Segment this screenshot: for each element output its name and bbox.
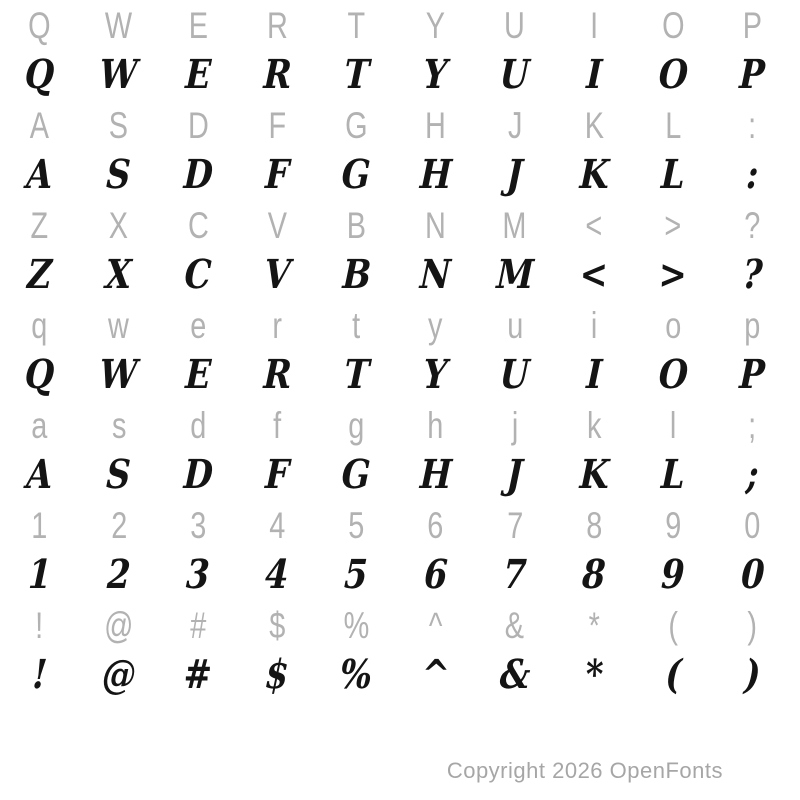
script-glyph: S [105, 151, 132, 198]
glyph-cell [713, 500, 792, 550]
script-glyph: M [495, 251, 535, 298]
reference-glyph: P [742, 4, 763, 46]
glyph-cell [238, 400, 317, 450]
glyph-cell [634, 0, 713, 50]
glyph-row-reference [0, 500, 792, 550]
glyph-cell [238, 250, 317, 300]
script-glyph: A [25, 451, 54, 498]
glyph-cell [713, 200, 792, 250]
glyph-cell [158, 300, 237, 350]
glyph-cell [713, 0, 792, 50]
glyph-cell [158, 50, 237, 100]
reference-glyph: l [670, 404, 677, 446]
reference-glyph: o [665, 304, 682, 346]
reference-glyph: % [343, 604, 370, 646]
glyph-cell [475, 500, 554, 550]
glyph-row-script [0, 450, 792, 500]
reference-glyph: W [105, 4, 133, 46]
glyph-cell [238, 100, 317, 150]
script-glyph: 9 [660, 551, 686, 598]
script-glyph: E [184, 51, 212, 98]
script-glyph: W [98, 51, 139, 98]
glyph-cell [0, 0, 79, 50]
glyph-cell [475, 150, 554, 200]
glyph-cell [634, 600, 713, 650]
reference-glyph: X [109, 204, 129, 246]
reference-glyph: ! [35, 604, 44, 646]
glyph-cell [317, 600, 396, 650]
reference-glyph: U [504, 4, 526, 46]
glyph-row-script [0, 50, 792, 100]
glyph-cell [238, 500, 317, 550]
reference-glyph: ? [744, 204, 761, 246]
reference-glyph: 7 [506, 504, 523, 546]
reference-glyph: & [505, 604, 525, 646]
script-glyph: 5 [343, 551, 370, 598]
reference-glyph: K [584, 104, 604, 146]
glyph-cell [396, 350, 475, 400]
glyph-cell [634, 550, 713, 600]
glyph-row-script [0, 350, 792, 400]
glyph-cell [0, 500, 79, 550]
glyph-cell [158, 150, 237, 200]
script-glyph: A [25, 151, 54, 198]
reference-glyph: C [187, 204, 209, 246]
glyph-cell [79, 50, 158, 100]
reference-glyph: G [345, 104, 368, 146]
glyph-cell [554, 200, 633, 250]
glyph-cell [238, 550, 317, 600]
glyph-cell [475, 400, 554, 450]
glyph-cell [0, 200, 79, 250]
script-glyph: N [419, 251, 453, 298]
glyph-cell [0, 350, 79, 400]
reference-glyph: @ [104, 604, 134, 646]
glyph-cell [554, 350, 633, 400]
script-glyph: I [585, 51, 603, 98]
glyph-cell [158, 100, 237, 150]
glyph-cell [158, 450, 237, 500]
glyph-cell [317, 500, 396, 550]
script-glyph: ! [31, 651, 49, 698]
glyph-cell [554, 600, 633, 650]
glyph-cell [396, 0, 475, 50]
glyph-cell [0, 450, 79, 500]
script-glyph: H [418, 451, 453, 498]
script-glyph: G [341, 451, 372, 498]
glyph-row-reference [0, 100, 792, 150]
script-glyph: K [578, 151, 610, 198]
reference-glyph: q [31, 304, 48, 346]
script-glyph: R [262, 351, 293, 398]
reference-glyph: 4 [269, 504, 286, 546]
script-glyph: U [499, 51, 531, 98]
glyph-cell [634, 400, 713, 450]
script-glyph: T [342, 351, 370, 398]
reference-glyph: J [507, 104, 523, 146]
script-glyph: 6 [422, 551, 449, 598]
reference-glyph: u [506, 304, 523, 346]
glyph-cell [79, 200, 158, 250]
script-glyph: $ [264, 651, 290, 698]
script-glyph: < [578, 251, 610, 298]
glyph-cell [475, 250, 554, 300]
reference-glyph: Y [425, 4, 446, 46]
reference-glyph: < [585, 204, 603, 246]
glyph-cell [79, 600, 158, 650]
script-glyph: E [184, 351, 212, 398]
glyph-cell [158, 550, 237, 600]
glyph-row-script [0, 150, 792, 200]
glyph-row-script [0, 550, 792, 600]
glyph-cell [713, 450, 792, 500]
script-glyph: O [657, 351, 689, 398]
glyph-cell [79, 250, 158, 300]
glyph-cell [475, 450, 554, 500]
reference-glyph: s [111, 404, 127, 446]
reference-glyph: * [588, 604, 600, 646]
glyph-cell [713, 600, 792, 650]
glyph-cell [158, 0, 237, 50]
reference-glyph: B [346, 204, 367, 246]
glyph-cell [0, 250, 79, 300]
glyph-cell [554, 0, 633, 50]
reference-glyph: i [590, 304, 598, 346]
reference-glyph: f [273, 404, 282, 446]
script-glyph: 2 [106, 551, 132, 598]
glyph-cell [79, 650, 158, 700]
reference-glyph: ^ [428, 604, 443, 646]
script-glyph: ; [745, 451, 760, 498]
reference-glyph: L [665, 104, 682, 146]
script-glyph: X [104, 251, 133, 298]
glyph-cell [79, 450, 158, 500]
glyph-cell [158, 500, 237, 550]
script-glyph: > [658, 251, 689, 298]
script-glyph: ( [664, 651, 683, 698]
glyph-cell [79, 0, 158, 50]
script-glyph: L [660, 151, 687, 198]
glyph-cell [0, 400, 79, 450]
glyph-cell [317, 150, 396, 200]
glyph-row-reference [0, 200, 792, 250]
glyph-row-reference [0, 300, 792, 350]
glyph-row-script [0, 650, 792, 700]
reference-glyph: 8 [585, 504, 603, 546]
script-glyph: R [262, 51, 293, 98]
glyph-cell [238, 300, 317, 350]
glyph-cell [79, 100, 158, 150]
reference-glyph: > [664, 204, 682, 246]
glyph-cell [396, 200, 475, 250]
glyph-cell [396, 550, 475, 600]
script-glyph: Y [422, 351, 449, 398]
reference-glyph: 1 [31, 504, 48, 546]
glyph-cell [554, 450, 633, 500]
glyph-cell [158, 250, 237, 300]
reference-glyph: : [748, 104, 757, 146]
reference-glyph: Q [28, 4, 51, 46]
glyph-cell [79, 550, 158, 600]
glyph-cell [238, 200, 317, 250]
script-glyph: K [578, 451, 610, 498]
glyph-cell [475, 600, 554, 650]
glyph-cell [634, 650, 713, 700]
glyph-cell [396, 450, 475, 500]
reference-glyph: $ [269, 604, 286, 646]
glyph-cell [396, 600, 475, 650]
script-glyph: D [182, 451, 214, 498]
script-glyph: G [341, 151, 372, 198]
script-glyph: 8 [581, 551, 607, 598]
reference-glyph: O [661, 4, 685, 46]
glyph-cell [554, 500, 633, 550]
script-glyph: 3 [185, 551, 211, 598]
script-glyph: L [660, 451, 687, 498]
glyph-cell [554, 300, 633, 350]
glyph-row-reference [0, 400, 792, 450]
reference-glyph: h [427, 404, 444, 446]
glyph-cell [713, 400, 792, 450]
glyph-cell [475, 200, 554, 250]
glyph-cell [713, 550, 792, 600]
reference-glyph: 9 [665, 504, 682, 546]
reference-glyph: d [189, 404, 207, 446]
glyph-cell [238, 50, 317, 100]
script-glyph: ? [741, 251, 764, 298]
glyph-cell [317, 250, 396, 300]
glyph-cell [634, 300, 713, 350]
glyph-cell [554, 550, 633, 600]
glyph-cell [317, 350, 396, 400]
script-glyph: 1 [26, 551, 53, 598]
glyph-cell [396, 150, 475, 200]
script-glyph: B [341, 251, 372, 298]
reference-glyph: T [347, 4, 366, 46]
glyph-row-reference [0, 0, 792, 50]
script-glyph: C [183, 251, 213, 298]
glyph-cell [0, 300, 79, 350]
glyph-cell [79, 350, 158, 400]
glyph-cell [0, 650, 79, 700]
glyph-cell [554, 400, 633, 450]
reference-glyph: D [187, 104, 209, 146]
reference-glyph: ) [747, 604, 758, 646]
glyph-cell [634, 500, 713, 550]
glyph-cell [475, 300, 554, 350]
glyph-cell [238, 450, 317, 500]
glyph-cell [158, 600, 237, 650]
reference-glyph: t [352, 304, 361, 346]
script-glyph: I [585, 351, 603, 398]
reference-glyph: 3 [189, 504, 207, 546]
reference-glyph: 0 [744, 504, 761, 546]
glyph-cell [475, 50, 554, 100]
reference-glyph: I [590, 4, 599, 46]
script-glyph: 0 [739, 551, 766, 598]
glyph-cell [238, 600, 317, 650]
script-glyph: Z [26, 251, 53, 298]
reference-glyph: 5 [348, 504, 365, 546]
script-glyph: ^ [420, 651, 451, 698]
script-glyph: : [745, 151, 760, 198]
glyph-cell [317, 50, 396, 100]
script-glyph: * [584, 651, 604, 698]
script-glyph: D [182, 151, 214, 198]
glyph-cell [317, 650, 396, 700]
script-glyph: U [499, 351, 531, 398]
glyph-cell [317, 400, 396, 450]
reference-glyph: M [502, 204, 527, 246]
glyph-cell [238, 150, 317, 200]
glyph-cell [317, 200, 396, 250]
script-glyph: J [505, 451, 524, 498]
glyph-row-script [0, 250, 792, 300]
script-glyph: H [418, 151, 453, 198]
script-glyph: S [105, 451, 132, 498]
glyph-row-reference [0, 600, 792, 650]
glyph-cell [396, 250, 475, 300]
script-glyph: Q [23, 351, 56, 398]
glyph-cell [554, 250, 633, 300]
glyph-cell [79, 300, 158, 350]
glyph-cell [634, 200, 713, 250]
script-glyph: @ [100, 651, 137, 698]
reference-glyph: 6 [427, 504, 444, 546]
reference-glyph: R [266, 4, 288, 46]
glyph-cell [158, 200, 237, 250]
glyph-cell [475, 100, 554, 150]
glyph-cell [396, 500, 475, 550]
reference-glyph: A [29, 104, 50, 146]
script-glyph: Y [422, 51, 449, 98]
glyph-cell [158, 400, 237, 450]
glyph-cell [554, 650, 633, 700]
glyph-cell [238, 650, 317, 700]
script-glyph: ) [743, 651, 762, 698]
glyph-cell [396, 650, 475, 700]
glyph-cell [238, 0, 317, 50]
reference-glyph: S [109, 104, 129, 146]
glyph-cell [713, 300, 792, 350]
script-glyph: W [98, 351, 139, 398]
glyph-cell [554, 150, 633, 200]
glyph-cell [396, 100, 475, 150]
glyph-cell [0, 600, 79, 650]
glyph-cell [713, 250, 792, 300]
glyph-cell [396, 50, 475, 100]
reference-glyph: 2 [110, 504, 127, 546]
glyph-cell [475, 650, 554, 700]
script-glyph: P [738, 351, 767, 398]
reference-glyph: V [267, 204, 287, 246]
glyph-cell [238, 350, 317, 400]
glyph-cell [713, 650, 792, 700]
glyph-cell [317, 300, 396, 350]
reference-glyph: p [744, 304, 761, 346]
reference-glyph: ; [748, 404, 757, 446]
glyph-cell [634, 150, 713, 200]
script-glyph: P [738, 51, 767, 98]
glyph-cell [634, 50, 713, 100]
glyph-cell [554, 100, 633, 150]
glyph-cell [634, 100, 713, 150]
glyph-cell [0, 100, 79, 150]
glyph-cell [79, 150, 158, 200]
glyph-cell [475, 550, 554, 600]
glyph-cell [317, 450, 396, 500]
glyph-cell [0, 150, 79, 200]
script-glyph: F [264, 451, 291, 498]
footer-copyright: Copyright 2026 OpenFonts [446, 758, 723, 783]
reference-glyph: ( [668, 604, 679, 646]
reference-glyph: k [586, 404, 602, 446]
script-glyph: 4 [264, 551, 290, 598]
script-glyph: # [182, 651, 214, 698]
glyph-cell [475, 350, 554, 400]
glyph-cell [0, 50, 79, 100]
glyph-cell [713, 50, 792, 100]
glyph-cell [713, 100, 792, 150]
script-glyph: J [505, 151, 524, 198]
reference-glyph: y [428, 304, 443, 346]
reference-glyph: g [348, 404, 365, 446]
glyph-cell [634, 350, 713, 400]
reference-glyph: e [189, 304, 207, 346]
script-glyph: T [342, 51, 370, 98]
glyph-cell [554, 50, 633, 100]
reference-glyph: w [108, 304, 130, 346]
reference-glyph: j [511, 404, 519, 446]
glyph-cell [0, 550, 79, 600]
glyph-cell [634, 250, 713, 300]
glyph-cell [713, 350, 792, 400]
glyph-cell [79, 500, 158, 550]
glyph-cell [317, 0, 396, 50]
script-glyph: 7 [502, 551, 528, 598]
glyph-cell [396, 400, 475, 450]
reference-glyph: N [425, 204, 447, 246]
reference-glyph: # [189, 604, 207, 646]
script-glyph: V [263, 251, 292, 298]
script-glyph: O [657, 51, 689, 98]
reference-glyph: Z [30, 204, 49, 246]
glyph-cell [713, 150, 792, 200]
glyph-cell [475, 0, 554, 50]
reference-glyph: H [425, 104, 447, 146]
reference-glyph: r [272, 304, 283, 346]
reference-glyph: a [31, 404, 48, 446]
glyph-cell [158, 350, 237, 400]
glyph-cell [634, 450, 713, 500]
glyph-cell [158, 650, 237, 700]
glyph-cell [317, 550, 396, 600]
glyph-cell [317, 100, 396, 150]
script-glyph: F [264, 151, 291, 198]
script-glyph: Q [23, 51, 56, 98]
glyph-cell [79, 400, 158, 450]
script-glyph: & [498, 651, 532, 698]
reference-glyph: E [188, 4, 208, 46]
glyph-cell [396, 300, 475, 350]
script-glyph: % [339, 651, 374, 698]
reference-glyph: F [268, 104, 287, 146]
